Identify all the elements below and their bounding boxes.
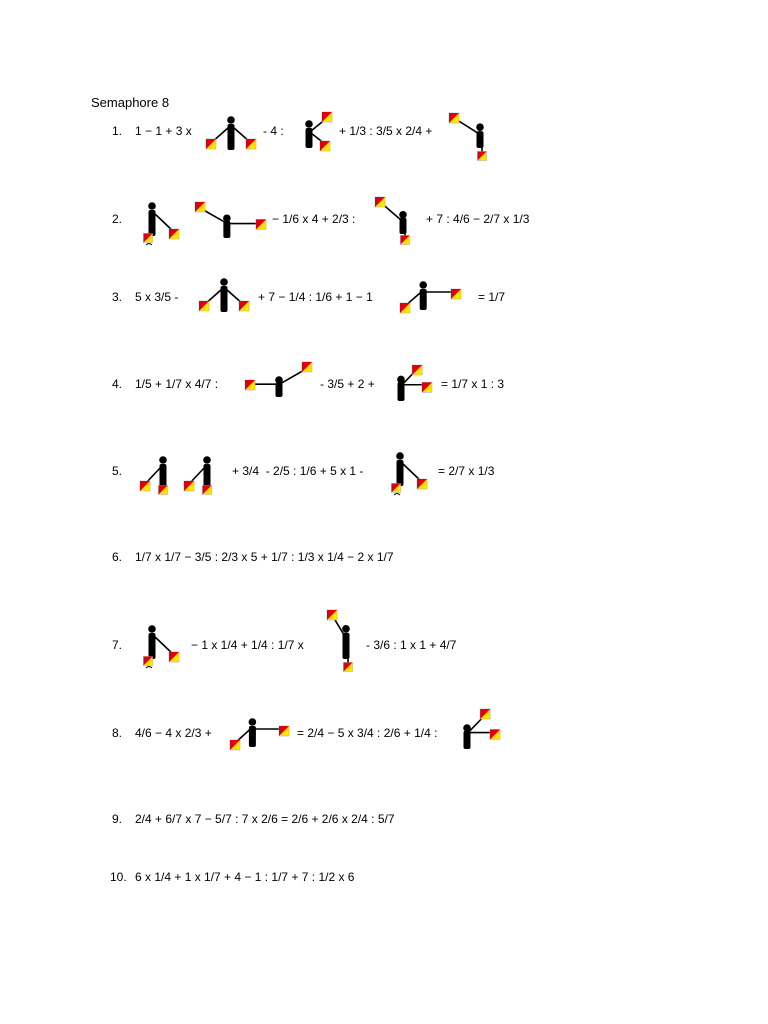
flag-icon — [401, 236, 410, 245]
flag-icon — [451, 289, 461, 299]
question-text: 1 − 1 + 3 x — [135, 124, 192, 138]
semaphore-figure-icon — [137, 454, 177, 498]
semaphore-figure-icon — [203, 114, 259, 156]
flag-icon — [490, 729, 500, 739]
flag-icon — [184, 481, 194, 491]
question-text: + 1/3 : 3/5 x 2/4 + — [339, 124, 433, 138]
flag-icon — [417, 479, 427, 489]
flag-icon — [256, 219, 266, 229]
flag-icon — [144, 657, 153, 666]
semaphore-figure-icon — [388, 450, 430, 498]
flag-icon — [140, 481, 150, 491]
flag-icon — [206, 139, 216, 149]
semaphore-figure-icon — [140, 623, 182, 671]
question-text: 6 x 1/4 + 1 x 1/7 + 4 − 1 : 1/7 + 7 : 1/2 x 6 — [135, 870, 355, 884]
semaphore-figure-icon — [391, 361, 435, 405]
flag-icon — [400, 303, 410, 313]
flag-icon — [159, 486, 168, 495]
flag-icon — [144, 234, 153, 243]
flag-icon — [246, 139, 256, 149]
question-text: = 2/7 x 1/3 — [438, 464, 495, 478]
question-text: = 1/7 — [478, 290, 506, 304]
semaphore-figure-icon — [446, 110, 492, 162]
question-number: 6. — [112, 550, 123, 564]
flag-icon — [478, 152, 487, 161]
question-number: 7. — [112, 638, 123, 652]
question-8 — [0, 725, 768, 785]
flag-icon — [279, 726, 289, 736]
question-number: 2. — [112, 212, 123, 226]
flag-icon — [203, 486, 212, 495]
question-text: - 3/5 + 2 + — [320, 377, 375, 391]
question-text: − 1/6 x 4 + 2/3 : — [272, 212, 356, 226]
flag-icon — [375, 197, 385, 207]
flag-icon — [169, 229, 179, 239]
question-text: 1/5 + 1/7 x 4/7 : — [135, 377, 219, 391]
flag-icon — [412, 365, 422, 375]
semaphore-figure-icon — [181, 454, 221, 498]
flag-icon — [322, 112, 332, 122]
flag-icon — [480, 709, 490, 719]
question-text: = 1/7 x 1 : 3 — [441, 377, 505, 391]
question-number: 4. — [112, 377, 123, 391]
flag-icon — [302, 362, 312, 372]
question-number: 1. — [112, 124, 123, 138]
page-title: Semaphore 8 — [91, 95, 170, 110]
flag-icon — [199, 301, 209, 311]
question-number: 10. — [110, 870, 127, 884]
question-number: 8. — [112, 726, 123, 740]
semaphore-figure-icon — [196, 276, 252, 318]
question-6 — [0, 550, 768, 610]
question-text: + 3/4 - 2/5 : 1/6 + 5 x 1 - — [232, 464, 364, 478]
question-3 — [0, 288, 768, 348]
semaphore-figure-icon — [371, 194, 417, 246]
flag-icon — [320, 141, 330, 151]
question-10 — [0, 870, 768, 930]
question-text: - 4 : — [263, 124, 284, 138]
flag-icon — [239, 301, 249, 311]
question-text: + 7 : 4/6 − 2/7 x 1/3 — [426, 212, 530, 226]
flag-icon — [169, 652, 179, 662]
flag-icon — [230, 740, 240, 750]
question-text: 2/4 + 6/7 x 7 − 5/7 : 7 x 2/6 = 2/6 + 2/6 x 2/4 : 5/7 — [135, 812, 395, 826]
question-number: 3. — [112, 290, 123, 304]
semaphore-figure-icon — [140, 200, 182, 248]
semaphore-figure-icon — [459, 705, 503, 751]
flag-icon — [195, 202, 205, 212]
flag-icon — [449, 113, 459, 123]
semaphore-figure-icon — [226, 715, 292, 755]
semaphore-figure-icon — [396, 278, 464, 318]
question-1 — [0, 120, 768, 180]
question-2 — [0, 210, 768, 270]
question-text: 4/6 − 4 x 2/3 + — [135, 726, 212, 740]
question-number: 5. — [112, 464, 123, 478]
flag-icon — [422, 382, 432, 392]
question-text: - 3/6 : 1 x 1 + 4/7 — [366, 638, 457, 652]
question-7 — [0, 637, 768, 697]
question-text: 5 x 3/5 - — [135, 290, 179, 304]
flag-icon — [245, 380, 255, 390]
question-9 — [0, 812, 768, 872]
semaphore-figure-icon — [297, 108, 337, 158]
semaphore-figure-icon — [324, 607, 358, 673]
question-5 — [0, 462, 768, 522]
flag-icon — [344, 663, 353, 672]
flag-icon — [327, 610, 337, 620]
question-text: 1/7 x 1/7 − 3/5 : 2/3 x 5 + 1/7 : 1/3 x 1/4 − 2 x 1/7 — [135, 550, 394, 564]
semaphore-figure-icon — [191, 198, 269, 242]
question-text: = 2/4 − 5 x 3/4 : 2/6 + 1/4 : — [297, 726, 438, 740]
question-text: + 7 − 1/4 : 1/6 + 1 − 1 — [258, 290, 373, 304]
flag-icon — [392, 484, 401, 493]
semaphore-figure-icon — [242, 359, 316, 401]
question-text: − 1 x 1/4 + 1/4 : 1/7 x — [191, 638, 304, 652]
question-number: 9. — [112, 812, 123, 826]
question-4 — [0, 375, 768, 435]
